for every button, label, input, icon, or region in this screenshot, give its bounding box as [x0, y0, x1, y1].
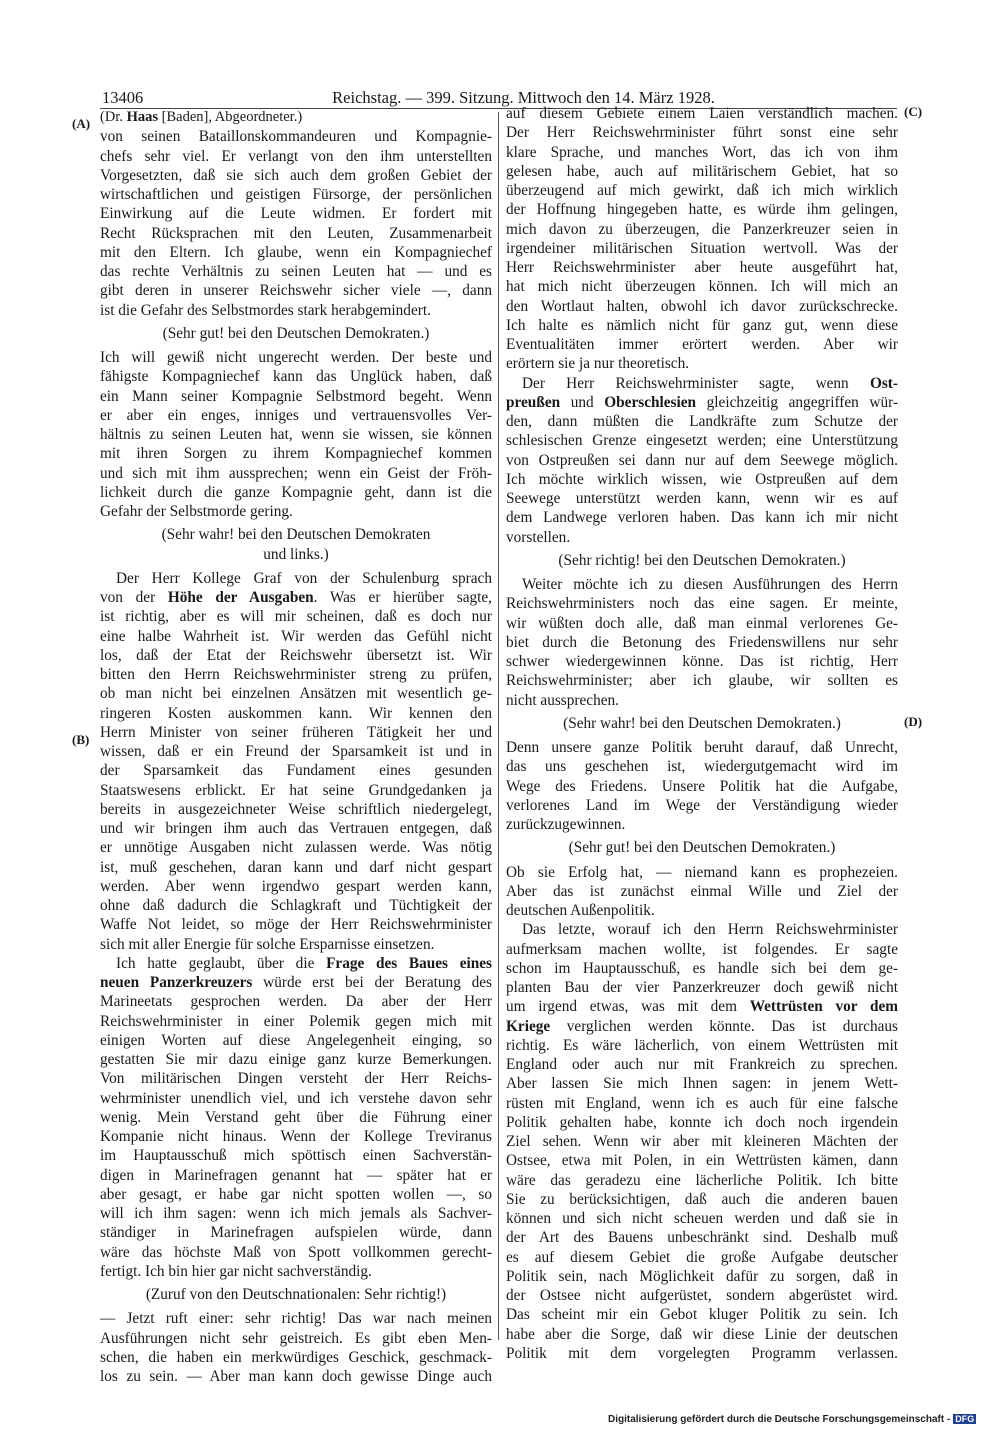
- text-line: können und sich nicht scheuen werden und daß sie in: [506, 1210, 898, 1227]
- paragraph: [506, 738, 898, 834]
- margin-mark-b: (B): [72, 732, 90, 747]
- text-line: auf diesem Gebiete einem Laien verständlich machen.: [506, 105, 898, 122]
- text-line: rüsten mit England, wenn ich es auch für eine falsche: [506, 1094, 898, 1112]
- text-line: im Hauptausschuß mich spöttisch einen Sachverstän-: [100, 1147, 492, 1165]
- text-line: ist richtig, aber es will mir scheinen, daß es doch nur: [100, 608, 492, 626]
- emphasis: neuen Panzerkreuzers: [100, 974, 253, 991]
- text-line: Der Herr Reichswehrminister sagte, wenn Ost-: [522, 374, 898, 392]
- text-line: Aber das ist zunächst einmal Wille und Ziel der: [506, 882, 898, 900]
- text-line: Das scheint mir ein Gebot kluger Politik zu sein. Ich: [506, 1306, 898, 1324]
- text-line: eine halbe Wahrheit ist. Wir werden das Gefühl nicht: [100, 627, 492, 645]
- text-line: (Sehr gut! bei den Deutschen Demokraten.): [568, 839, 836, 857]
- text-line: bitten den Herrn Reichswehrminister streng zu prüfen,: [100, 666, 492, 683]
- text-line: will ich ihm sagen: wenn ich mich jemals als Sachver-: [100, 1205, 492, 1222]
- interjection: [506, 838, 898, 857]
- text-line: Wege des Friedens. Unsere Politik hat die Aufgabe,: [506, 777, 898, 795]
- text-line: ringeren Kosten auskommen kann. Wir kennen den: [100, 704, 492, 722]
- text-line: vorstellen.: [506, 528, 571, 546]
- text-line: Vorgesetzten, daß sie sich auch dem großen Gebiet der: [100, 166, 492, 184]
- text-line: verlorenes Land im Wege der Verständigung wieder: [506, 796, 898, 814]
- text-line: los zu sein. — Aber man kann doch gewisse Dinge auch: [100, 1368, 492, 1385]
- text-line: Von militärischen Dingen versteht der Herr Reichs-: [100, 1070, 492, 1088]
- text-line: sich mit aller Energie für solche Ersparnisse einsetzen.: [100, 935, 435, 953]
- emphasis: Haas: [126, 109, 159, 125]
- text-line: den Wortlaut halten, obwohl ich davor zurückschrecke.: [506, 297, 898, 315]
- text-line: überzeugend auf mich gewirkt, daß ich mich wirklich: [506, 182, 898, 199]
- text-line: ob man nicht bei einzelnen Ansätzen mit wesentlich ge-: [100, 685, 492, 703]
- emphasis: Frage des Baues eines: [326, 954, 492, 972]
- text-line: den, dann müßten die Landkräfte zum Schutze der: [506, 413, 898, 430]
- text-line: von Ostpreußen sei dann nur auf dem Seewege möglich.: [506, 451, 898, 469]
- emphasis: Kriege: [506, 1017, 551, 1035]
- text-line: er unnötige Ausgaben nicht zulassen werde. Was nötig: [100, 839, 492, 857]
- text-line: gelesen habe, auch auf militärischem Gebiet, hat so: [506, 162, 898, 180]
- paragraph: [506, 920, 898, 1363]
- text-line: zurückzugewinnen.: [506, 816, 626, 833]
- text-line: chefs sehr viel. Er verlangt von den ihm unterstellten: [100, 147, 492, 165]
- paragraph: [506, 374, 898, 547]
- text-line: um irgend etwas, was mit dem Wettrüsten vor dem: [506, 998, 898, 1016]
- text-line: wirtschaftlichen und geistigen Fürsorge, der persönlichen: [100, 186, 492, 203]
- emphasis: Ost-: [869, 374, 898, 392]
- paragraph: [100, 954, 492, 1281]
- interjection: [506, 714, 898, 733]
- text-line: und sich mit ihm aussprechen; wenn ein Geist der Fröh-: [100, 464, 492, 482]
- text-line: der Ostsee nicht aufgerüstet, sondern abgerüstet wird.: [506, 1287, 898, 1304]
- text-line: irgendeiner militärischen Situation wertvoll. Was der: [506, 239, 898, 257]
- text-line: der Hoffnung hingegeben hatte, es würde ihm gelingen,: [506, 201, 898, 219]
- text-line: Recht Rücksprachen mit den Leuten, Zusammenarbeit: [100, 224, 492, 242]
- text-line: habe aber die Sorge, daß wir diese Linie der deutschen: [506, 1325, 898, 1343]
- text-line: Herr Reichswehrminister aber heute ausgeführt hat,: [506, 259, 898, 276]
- text-line: Der Herr Kollege Graf von der Schulenburg sprach: [116, 569, 492, 587]
- paragraph: [506, 575, 898, 710]
- text-line: schen, die haben ein merkwürdiges Geschick, geschmack-: [100, 1348, 492, 1366]
- text-line: nicht aussprechen.: [506, 691, 619, 709]
- text-line: biet durch die Betonung des Friedenswillens nur sehr: [506, 633, 898, 651]
- text-line: Reichswehrminister in einer Polemik gegen mich mit: [100, 1012, 492, 1030]
- paragraph: [506, 863, 898, 921]
- text-line: (Sehr wahr! bei den Deutschen Demokraten: [161, 526, 431, 544]
- dfg-logo: DFG: [955, 1414, 975, 1424]
- text-line: planten Bau der vier Panzerkreuzer doch gewiß nicht: [506, 979, 898, 996]
- text-line: Sie zu berücksichtigen, daß auch die anderen bauen: [506, 1190, 898, 1208]
- text-line: Ob sie Erfolg hat, — niemand kann es prophezeien.: [506, 863, 898, 881]
- text-line: wir wüßten doch alle, daß man einmal verlorenes Ge-: [506, 614, 898, 632]
- text-line: schwer wiedergewinnen könne. Das ist richtig, Herr: [506, 653, 898, 670]
- text-line: wissen, daß er ein Freund der Sparsamkeit ist und in: [100, 743, 492, 760]
- text-line: schlesischen Grenze eingesetzt werden; eine Unterstützung: [506, 432, 898, 450]
- text-line: von der Höhe der Ausgaben. Was er hierüber sagte,: [100, 589, 492, 606]
- text-line: er aber ein enges, inniges und vertrauensvolles Ver-: [100, 406, 492, 424]
- text-line: Ich hatte geglaubt, über die Frage des Baues eines: [116, 954, 492, 972]
- text-line: aber gesagt, er habe gar nicht spotten wollen —, so: [100, 1185, 492, 1203]
- text-line: das rechte Verhältnis zu seinen Leuten hat — und es: [100, 263, 492, 280]
- text-line: (Sehr gut! bei den Deutschen Demokraten.): [162, 324, 430, 342]
- text-line: Kompanie nicht hinaus. Wenn der Kollege Treviranus: [100, 1128, 492, 1145]
- text-line: Staatswesens erblickt. Er hat seine Grundgedanken ja: [100, 781, 492, 799]
- text-line: England oder auch nur mit Frankreich zu sprechen.: [506, 1056, 898, 1073]
- text-line: mich davon zu überzeugen, die Panzerkreuzer seien in: [506, 220, 898, 238]
- text-line: richtig. Es wäre lächerlich, von einem Wettrüsten mit: [506, 1036, 898, 1054]
- text-line: schon im Hauptausschuß, es handle sich bei dem ge-: [506, 959, 898, 977]
- paragraph: [100, 1309, 492, 1386]
- interjection: [506, 551, 898, 570]
- text-line: (Sehr richtig! bei den Deutschen Demokraten.): [558, 551, 846, 569]
- text-line: wehrminister unendlich viel, und ich verstehe davon sehr: [100, 1089, 492, 1107]
- text-line: ist die Gefahr des Selbstmordes stark herabgemindert.: [100, 301, 431, 319]
- text-line: gestatten Sie mir dazu einige ganz kurze Bemerkungen.: [100, 1051, 492, 1068]
- speaker-heading: [100, 108, 492, 127]
- emphasis: Höhe der Ausgaben: [167, 589, 314, 606]
- margin-mark-a: (A): [72, 116, 91, 131]
- text-line: Ostsee, etwa mit Polen, in ein Wettrüsten kämen, dann: [506, 1152, 898, 1170]
- text-line: Eventualitäten immer erörtert werden. Aber wir: [506, 336, 898, 353]
- text-line: neuen Panzerkreuzers würde erst bei der Beratung des: [100, 974, 492, 991]
- interjection: [100, 1285, 492, 1304]
- text-line: von seinen Bataillonskommandeuren und Kompagnie-: [100, 128, 492, 146]
- text-line: Ich möchte wirklich wissen, wie Ostpreußen auf dem: [506, 470, 898, 488]
- text-line: (Sehr wahr! bei den Deutschen Demokraten.): [563, 714, 841, 732]
- page-number: 13406: [102, 88, 144, 107]
- text-line: fertigt. Ich bin hier gar nicht sachverständig.: [100, 1262, 372, 1280]
- text-line: klare Sprache, und manches Wort, das ich von ihm: [506, 143, 898, 161]
- text-line: werden. Aber wenn irgendwo gespart werden kann,: [100, 877, 492, 895]
- emphasis: preußen: [506, 393, 561, 411]
- text-line: ständiger in Marinefragen aufspielen würde, dann: [100, 1224, 492, 1242]
- text-line: Einwirkung auf die Leute widmen. Er fordert mit: [100, 205, 492, 223]
- emphasis: Oberschlesien: [604, 393, 697, 411]
- text-line: und links.): [263, 545, 329, 563]
- text-line: das uns geschehen ist, wiedergutgemacht wird im: [506, 758, 898, 776]
- text-line: Weiter möchte ich zu diesen Ausführungen des Herrn: [522, 576, 898, 593]
- column-divider: [498, 112, 499, 1340]
- text-line: Herrn Minister von seiner früheren Tätigkeit her und: [100, 723, 492, 741]
- right-column: [506, 104, 898, 1363]
- text-line: digen in Marinefragen genannt hat — später hat er: [100, 1166, 492, 1184]
- text-line: hat mich nicht überzeugen können. Ich will mich an: [506, 278, 898, 296]
- text-line: Waffe Not leidet, so möge der Herr Reichswehrminister: [100, 916, 492, 934]
- paragraph: [100, 127, 492, 320]
- text-line: Der Herr Reichswehrminister führt sonst eine sehr: [506, 124, 898, 142]
- text-line: Ausführungen nicht sehr geistreich. Es gibt eben Men-: [100, 1329, 492, 1347]
- text-line: fähigste Kompagniechef kann das Unglück haben, daß: [100, 368, 492, 386]
- text-line: einigen Worten auf diese Angelegenheit einging, so: [100, 1031, 492, 1049]
- text-line: erörtern sie ja nur theoretisch.: [506, 355, 690, 373]
- text-line: mit den Eltern. Ich glaube, wenn ein Kompagniechef: [100, 243, 492, 261]
- text-line: (Dr. Haas [Baden], Abgeordneter.): [100, 109, 303, 125]
- left-column: [100, 108, 492, 1386]
- text-line: Politik sein, nach Möglichkeit dafür zu sorgen, daß in: [506, 1267, 898, 1285]
- text-line: Das letzte, worauf ich den Herrn Reichswehrminister: [522, 921, 898, 939]
- text-line: und wir bringen ihm auch das Vertrauen entgegen, daß: [100, 820, 492, 837]
- paragraph: [506, 104, 898, 374]
- text-line: es auf diesem Gebiet die große Aufgabe deutscher: [506, 1248, 898, 1266]
- text-line: los, daß der Etat der Reichswehr übersetzt ist. Wir: [100, 646, 492, 664]
- text-line: wäre das höchste Maß von Spott vollkommen gerecht-: [100, 1243, 492, 1261]
- text-line: aufmerksam machen wollte, ist folgendes. Er sagte: [506, 940, 898, 958]
- margin-mark-d: (D): [904, 714, 923, 729]
- text-line: der Art des Bauens unbeschränkt sind. Deshalb muß: [506, 1229, 898, 1247]
- text-line: der Sparsamkeit das Fundament eines gesunden: [100, 762, 492, 780]
- header-title: Reichstag. — 399. Sitzung. Mittwoch den 14. März 1928.: [332, 88, 715, 107]
- text-line: Politik gehalten habe, konnte ich doch noch irgendein: [506, 1113, 898, 1131]
- text-line: ist, muß geschehen, daran kann und darf nicht gespart: [100, 858, 492, 876]
- text-line: wenig. Mein Verstand geht über die Führung einer: [100, 1108, 492, 1126]
- text-line: Ich will gewiß nicht ungerecht werden. Der beste und: [100, 349, 492, 366]
- footer-text: Digitalisierung gefördert durch die Deutsche Forschungsgemeinschaft -: [608, 1414, 951, 1425]
- text-line: Aber lassen Sie mich Ihnen sagen: in jenem Wett-: [506, 1075, 898, 1093]
- text-line: ein Mann seiner Kompagnie Selbstmord begeht. Wenn: [100, 387, 492, 405]
- text-line: lichkeit durch die ganze Kompagnie geht, dann ist die: [100, 483, 492, 501]
- interjection: [100, 324, 492, 343]
- text-line: Reichswehrministers noch das eine sagen. Er meinte,: [506, 595, 898, 613]
- text-line: Denn unsere ganze Politik beruht darauf, daß Unrecht,: [506, 739, 898, 756]
- text-line: Reichswehrminister; aber ich glaube, wir sollten es: [506, 672, 898, 690]
- paragraph: [100, 569, 492, 954]
- text-line: hältnis zu seinen Leuten hat, wenn sie wissen, sie können: [100, 426, 492, 443]
- text-line: (Zuruf von den Deutschnationalen: Sehr richtig!): [145, 1286, 447, 1303]
- text-line: Kriege verglichen werden könnte. Das ist durchaus: [506, 1017, 898, 1035]
- text-line: mit ihren Sorgen zu ihrem Kompagniechef kommen: [100, 445, 492, 463]
- margin-mark-c: (C): [904, 104, 923, 119]
- text-line: Ziel sehen. Wenn wir aber mit kleineren Mächten der: [506, 1133, 898, 1150]
- text-line: Gefahr der Selbstmorde gering.: [100, 503, 293, 520]
- text-line: gibt deren in unserer Reichswehr sicher viele —, dann: [100, 282, 492, 300]
- text-line: Politik mit dem vorgelegten Programm verlassen.: [506, 1344, 898, 1362]
- text-line: bereits in ausgezeichneter Weise schriftlich niedergelegt,: [100, 800, 492, 818]
- text-line: Seewege unterstützt werden kann, wenn wir es auf: [506, 490, 898, 507]
- text-line: preußen und Oberschlesien gleichzeitig angegriffen wür-: [506, 393, 899, 411]
- text-line: dem Landwege verloren haben. Das kann ich mir nicht: [506, 509, 898, 527]
- interjection: [100, 525, 492, 564]
- text-line: deutschen Außenpolitik.: [506, 902, 655, 919]
- paragraph: [100, 348, 492, 521]
- text-line: — Jetzt ruft einer: sehr richtig! Das war nach meinen: [100, 1310, 492, 1328]
- text-line: Ich halte es nämlich nicht für ganz gut, wenn diese: [506, 316, 898, 334]
- emphasis: Wettrüsten vor dem: [749, 998, 898, 1016]
- text-line: wäre das geradezu eine lächerliche Politik. Ich bitte: [506, 1171, 898, 1189]
- text-line: Marineetats gesprochen werden. Da aber der Herr: [100, 993, 492, 1011]
- footer-credit: [608, 1414, 976, 1425]
- text-line: ohne daß dadurch die Schlagkraft und Tüchtigkeit der: [100, 897, 492, 914]
